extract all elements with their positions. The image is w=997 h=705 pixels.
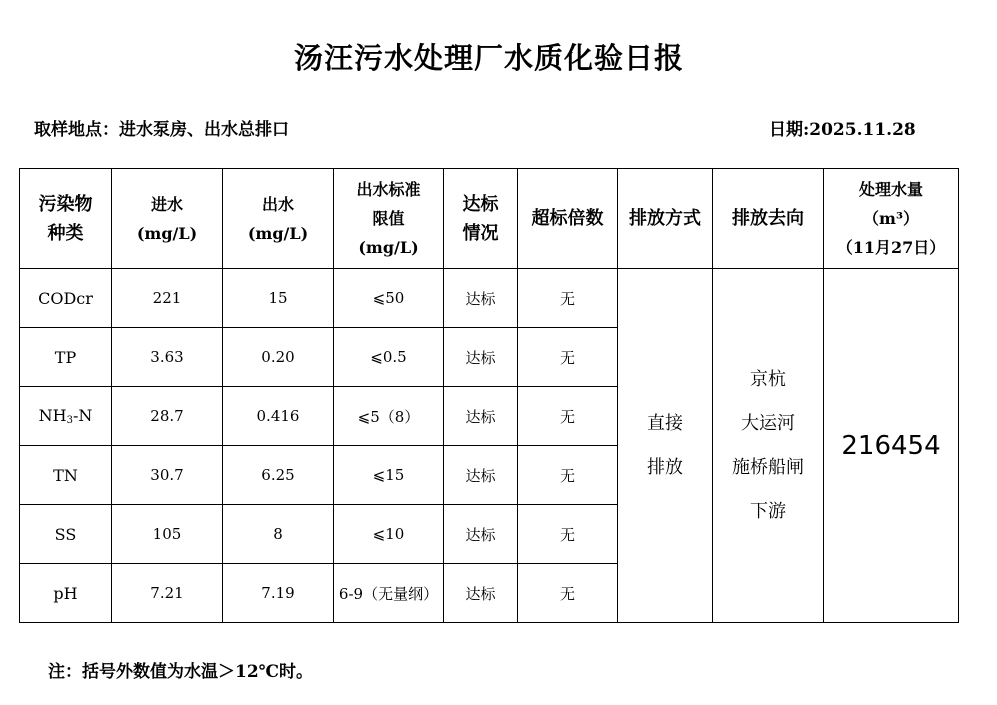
inflow-value: 221 — [112, 269, 223, 328]
exceed-value: 无 — [518, 328, 618, 387]
limit-value: ⩽10 — [334, 505, 444, 564]
limit-value: ⩽0.5 — [334, 328, 444, 387]
exceed-value: 无 — [518, 446, 618, 505]
table-row — [20, 269, 959, 328]
outflow-value: 7.19 — [223, 564, 334, 623]
inflow-value: 7.21 — [112, 564, 223, 623]
limit-value: 6-9（无量纲） — [334, 564, 444, 623]
pollutant-name: TP — [20, 328, 112, 387]
header-pollutant: 污染物 种类 — [20, 169, 112, 269]
outflow-value: 8 — [223, 505, 334, 564]
sampling-location: 取样地点：进水泵房、出水总排口 — [34, 120, 289, 140]
status-value: 达标 — [444, 446, 518, 505]
status-value: 达标 — [444, 564, 518, 623]
report-date: 日期:2025.11.28 — [769, 120, 916, 140]
inflow-value: 3.63 — [112, 328, 223, 387]
limit-value: ⩽15 — [334, 446, 444, 505]
status-value: 达标 — [444, 328, 518, 387]
pollutant-name: $NH_3-N$ — [20, 387, 112, 446]
pollutant-name: pH — [20, 564, 112, 623]
pollutant-name: CODcr — [20, 269, 112, 328]
report-title: 汤汪污水处理厂水质化验日报 — [293, 41, 684, 75]
outflow-value: 0.416 — [223, 387, 334, 446]
exceed-value: 无 — [518, 505, 618, 564]
discharge-method-cell: 直接 排放 — [618, 269, 713, 623]
header-volume: 处理水量 （m³） （11月27日） — [824, 169, 959, 269]
discharge-dest-cell: 京杭 大运河 施桥船闸 下游 — [713, 269, 824, 623]
header-limit: 出水标准 限值 (mg/L) — [334, 169, 444, 269]
status-value: 达标 — [444, 505, 518, 564]
footnote: 注：括号外数值为水温＞12℃时。 — [48, 662, 314, 682]
pollutant-name: TN — [20, 446, 112, 505]
header-exceed: 超标倍数 — [518, 169, 618, 269]
header-row — [20, 169, 959, 269]
inflow-value: 28.7 — [112, 387, 223, 446]
status-value: 达标 — [444, 387, 518, 446]
exceed-value: 无 — [518, 564, 618, 623]
header-compliance: 达标 情况 — [444, 169, 518, 269]
header-discharge-dest: 排放去向 — [713, 169, 824, 269]
header-discharge-method: 排放方式 — [618, 169, 713, 269]
outflow-value: 15 — [223, 269, 334, 328]
outflow-value: 6.25 — [223, 446, 334, 505]
header-inflow: 进水 (mg/L) — [112, 169, 223, 269]
pollutant-name: SS — [20, 505, 112, 564]
inflow-value: 30.7 — [112, 446, 223, 505]
exceed-value: 无 — [518, 269, 618, 328]
limit-value: ⩽50 — [334, 269, 444, 328]
inflow-value: 105 — [112, 505, 223, 564]
volume-cell: 216454 — [824, 269, 959, 623]
limit-value: ⩽5（8） — [334, 387, 444, 446]
status-value: 达标 — [444, 269, 518, 328]
header-outflow: 出水 (mg/L) — [223, 169, 334, 269]
exceed-value: 无 — [518, 387, 618, 446]
water-quality-table — [19, 168, 959, 623]
outflow-value: 0.20 — [223, 328, 334, 387]
